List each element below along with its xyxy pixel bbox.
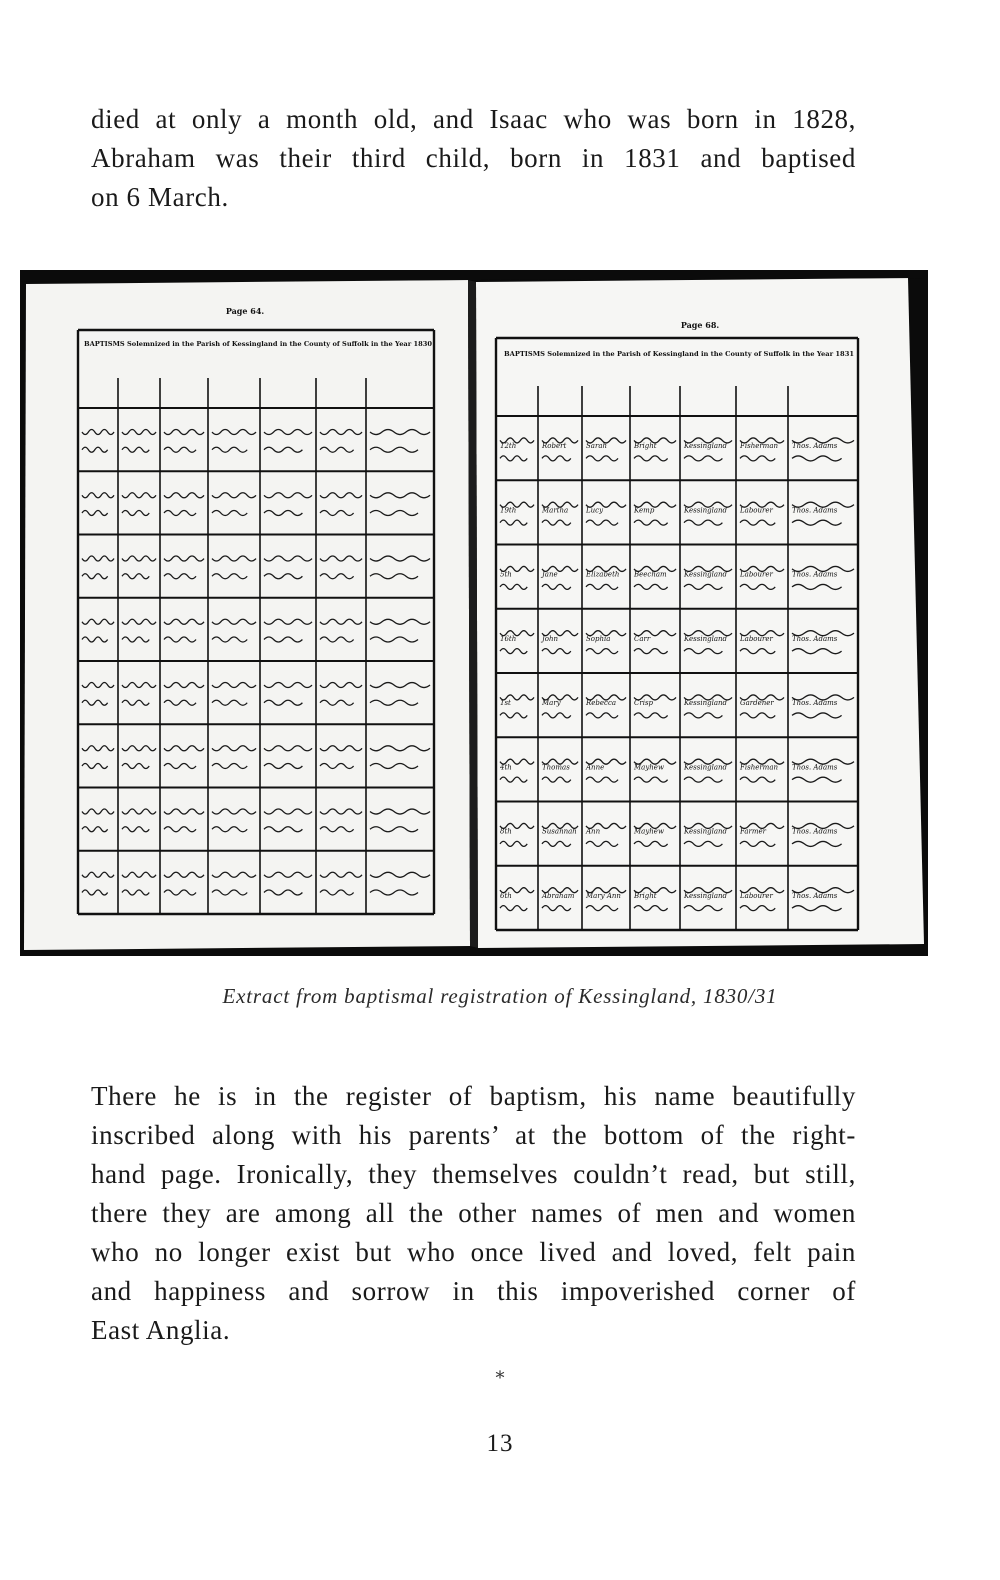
register-entry-abode: Kessingland: [684, 442, 727, 451]
register-entry-by: Thos. Adams: [792, 827, 838, 836]
register-entry-quality: Farmer: [740, 827, 767, 836]
figure-caption: Extract from baptismal registration of Kessingland, 1830/31: [222, 984, 778, 1008]
text-line: Abraham was their third child, born in 1831 and baptised: [91, 143, 856, 173]
register-entry-child: John: [542, 634, 559, 643]
register-entry-child: Thomas: [542, 763, 570, 772]
register-entry-surname: Kemp: [634, 506, 655, 515]
register-entry-abode: Kessingland: [684, 891, 727, 900]
register-entry-date: 4th: [500, 763, 512, 772]
register-image: [20, 270, 928, 956]
register-entry-surname: Bright: [634, 442, 657, 451]
register-entry-by: Thos. Adams: [792, 891, 838, 900]
right-register-title: BAPTISMS Solemnized in the Parish of Kessingland in the County of Suffolk in the Year 1831: [504, 351, 854, 358]
register-entry-surname: Mayhew: [634, 827, 664, 836]
register-entry-abode: Kessingland: [684, 827, 727, 836]
register-entry-child: Jane: [542, 570, 558, 579]
register-entry-by: Thos. Adams: [792, 699, 838, 708]
register-entry-date: 5th: [500, 570, 512, 579]
text-line: on 6 March.: [91, 182, 229, 212]
left-page-heading: Page 64.: [225, 306, 265, 316]
register-entry-child: Robert: [542, 442, 567, 451]
left-register-title: BAPTISMS Solemnized in the Parish of Kessingland in the County of Suffolk in the Year 1830: [84, 341, 433, 348]
paragraph-2: [91, 1077, 856, 1350]
text-line: died at only a month old, and Isaac who was born in 1828,: [91, 104, 856, 134]
register-entry-child: Abraham: [542, 891, 575, 900]
register-entry-child: Martha: [542, 506, 569, 515]
register-entry-quality: Labourer: [740, 570, 773, 579]
text-line: There he is in the register of baptism, his name beautifully: [91, 1081, 856, 1111]
register-entry-by: Thos. Adams: [792, 506, 838, 515]
register-entry-by: Thos. Adams: [792, 442, 838, 451]
page-number: 13: [486, 1430, 514, 1457]
register-entry-date: 6th: [500, 891, 512, 900]
register-entry-abode: Kessingland: [684, 699, 727, 708]
text-line: hand page. Ironically, they themselves couldn’t read, but still,: [91, 1159, 856, 1189]
register-entry-mother: Ann: [586, 827, 601, 836]
register-entry-by: Thos. Adams: [792, 763, 838, 772]
text-line: East Anglia.: [91, 1315, 231, 1345]
register-entry-date: 1st: [500, 699, 511, 708]
register-entry-date: 12th: [500, 442, 517, 451]
register-entry-surname: Mayhew: [634, 763, 664, 772]
register-entry-surname: Carr: [634, 634, 651, 643]
section-break-ornament: ⁎: [495, 1362, 505, 1382]
paragraph-1: [91, 100, 856, 217]
register-entry-surname: Beecham: [634, 570, 667, 579]
register-entry-mother: Sophia: [586, 634, 611, 643]
register-entry-abode: Kessingland: [684, 570, 727, 579]
register-entry-quality: Fisherman: [740, 763, 779, 772]
register-entry-date: 16th: [500, 634, 517, 643]
register-entry-child: Mary: [542, 699, 561, 708]
register-entry-quality: Gardener: [740, 699, 774, 708]
left-register-page: [24, 280, 470, 950]
register-entry-mother: Anne: [586, 763, 605, 772]
register-entry-quality: Labourer: [740, 506, 773, 515]
register-entry-surname: Crisp: [634, 699, 654, 708]
text-line: inscribed along with his parents’ at the bottom of the right-: [91, 1120, 856, 1150]
register-entry-quality: Fisherman: [740, 442, 779, 451]
register-entry-child: Susannah: [542, 827, 577, 836]
text-line: there they are among all the other names of men and women: [91, 1198, 856, 1228]
register-entry-surname: Bright: [634, 891, 657, 900]
register-entry-mother: Sarah: [586, 442, 607, 451]
register-entry-by: Thos. Adams: [792, 570, 838, 579]
text-line: and happiness and sorrow in this impoverished corner of: [91, 1276, 856, 1306]
right-page-heading: Page 68.: [680, 320, 720, 330]
register-entry-abode: Kessingland: [684, 763, 727, 772]
register-entry-mother: Lucy: [586, 506, 604, 515]
register-entry-mother: Mary Ann: [586, 891, 621, 900]
register-photograph: [20, 270, 928, 956]
register-entry-by: Thos. Adams: [792, 634, 838, 643]
text-line: who no longer exist but who once lived and loved, felt pain: [91, 1237, 856, 1267]
register-entry-abode: Kessingland: [684, 506, 727, 515]
register-entry-mother: Rebecca: [586, 699, 617, 708]
register-entry-abode: Kessingland: [684, 634, 727, 643]
register-entry-date: 19th: [500, 506, 517, 515]
register-entry-quality: Labourer: [740, 634, 773, 643]
register-entry-date: 8th: [500, 827, 512, 836]
register-entry-mother: Elizabeth: [586, 570, 620, 579]
register-entry-quality: Labourer: [740, 891, 773, 900]
